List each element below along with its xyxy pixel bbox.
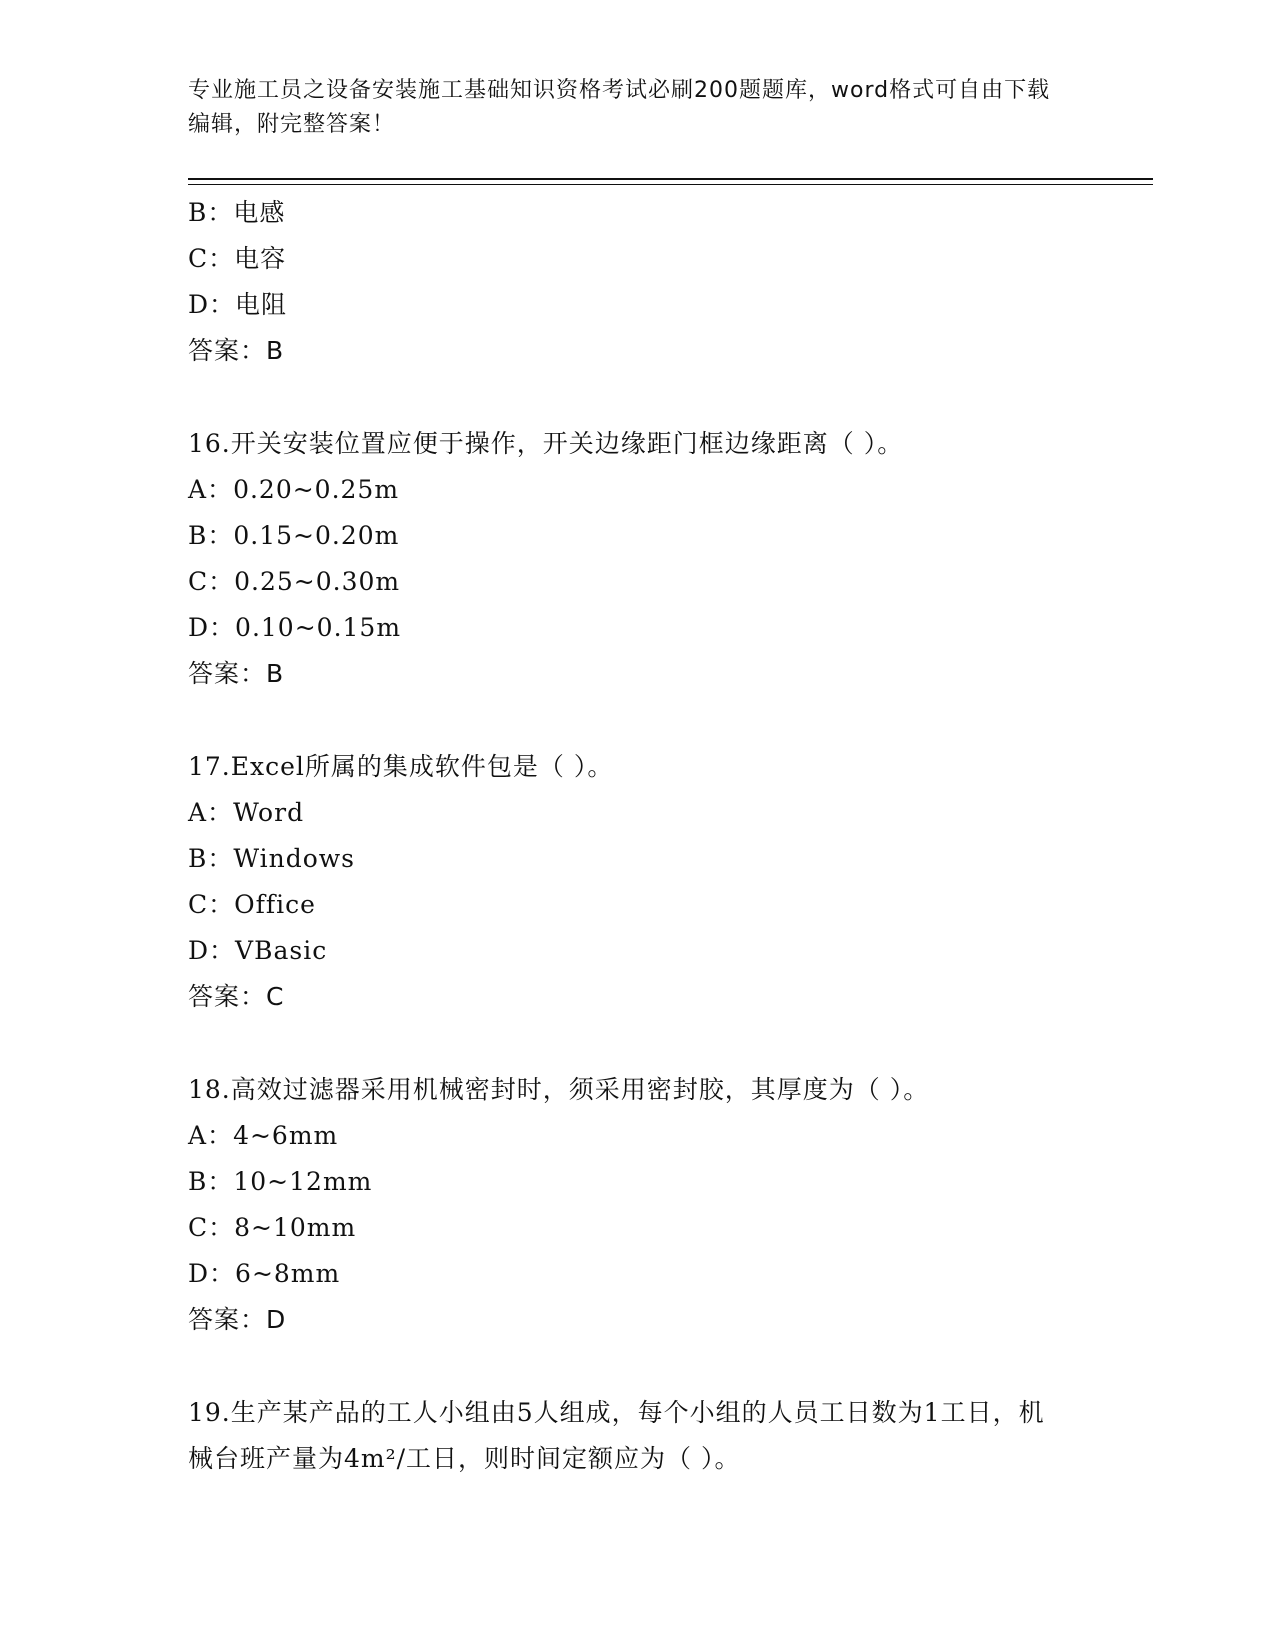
option-text: 0.15~0.20m: [233, 521, 400, 550]
question-18: [188, 1067, 1148, 1343]
option-key: C：: [188, 567, 235, 596]
option-key: A：: [188, 475, 234, 504]
question-stem: 19.生产某产品的工人小组由5人组成，每个小组的人员工日数为1工日，机械台班产量为4m²/工日，则时间定额应为（ ）。: [188, 1398, 1045, 1473]
option-key: D：: [188, 1259, 236, 1288]
option-b: [188, 836, 1148, 882]
option-a: [188, 467, 1148, 513]
option-b: [188, 513, 1148, 559]
question-list: [188, 190, 1148, 1482]
header-rule-thick: [188, 178, 1153, 180]
option-text: 电阻: [235, 290, 288, 319]
option-key: A：: [188, 798, 234, 827]
option-text: 0.20~0.25m: [233, 475, 400, 504]
header-rule-thin: [188, 184, 1153, 185]
option-text: Office: [234, 890, 316, 919]
option-text: 10~12mm: [233, 1167, 373, 1196]
option-b: [188, 1159, 1148, 1205]
answer-line: 答案：B: [188, 659, 285, 688]
option-text: 电容: [234, 244, 287, 273]
question-17: [188, 744, 1148, 1020]
option-key: D：: [188, 613, 236, 642]
option-text: 6~8mm: [235, 1259, 341, 1288]
option-text: Windows: [233, 844, 356, 873]
spacer: [188, 697, 1148, 744]
option-a: [188, 790, 1148, 836]
option-text: 0.25~0.30m: [234, 567, 401, 596]
question-16: [188, 421, 1148, 697]
option-d: [188, 1251, 1148, 1297]
option-key: D：: [188, 290, 236, 319]
option-text: VBasic: [235, 936, 328, 965]
option-key: B：: [188, 198, 234, 227]
option-text: 电感: [233, 198, 286, 227]
option-text: 0.10~0.15m: [235, 613, 402, 642]
question-stem: 16.开关安装位置应便于操作，开关边缘距门框边缘距离（ ）。: [188, 429, 904, 458]
answer-line: 答案：B: [188, 336, 285, 365]
option-key: B：: [188, 521, 234, 550]
spacer: [188, 1343, 1148, 1390]
option-c: [188, 1205, 1148, 1251]
option-key: B：: [188, 844, 234, 873]
option-b: [188, 190, 1148, 236]
option-d: [188, 605, 1148, 651]
spacer: [188, 1020, 1148, 1067]
option-c: [188, 882, 1148, 928]
option-d: [188, 928, 1148, 974]
question-19: [188, 1390, 1148, 1482]
option-key: C：: [188, 1213, 235, 1242]
question-stem: 18.高效过滤器采用机械密封时，须采用密封胶，其厚度为（ ）。: [188, 1075, 930, 1104]
option-c: [188, 236, 1148, 282]
document-header: 专业施工员之设备安装施工基础知识资格考试必刷200题题库，word格式可自由下载编辑，附完整答案！: [188, 78, 1051, 137]
option-c: [188, 559, 1148, 605]
option-text: Word: [233, 798, 305, 827]
option-text: 4~6mm: [233, 1121, 339, 1150]
option-key: C：: [188, 244, 235, 273]
answer-line: 答案：D: [188, 1305, 287, 1334]
question-stem: 17.Excel所属的集成软件包是（ ）。: [188, 752, 614, 781]
option-key: A：: [188, 1121, 234, 1150]
option-d: [188, 282, 1148, 328]
spacer: [188, 374, 1148, 421]
option-key: C：: [188, 890, 235, 919]
option-a: [188, 1113, 1148, 1159]
question-15-tail: [188, 190, 1148, 374]
option-text: 8~10mm: [234, 1213, 357, 1242]
option-key: B：: [188, 1167, 234, 1196]
option-key: D：: [188, 936, 236, 965]
answer-line: 答案：C: [188, 982, 285, 1011]
